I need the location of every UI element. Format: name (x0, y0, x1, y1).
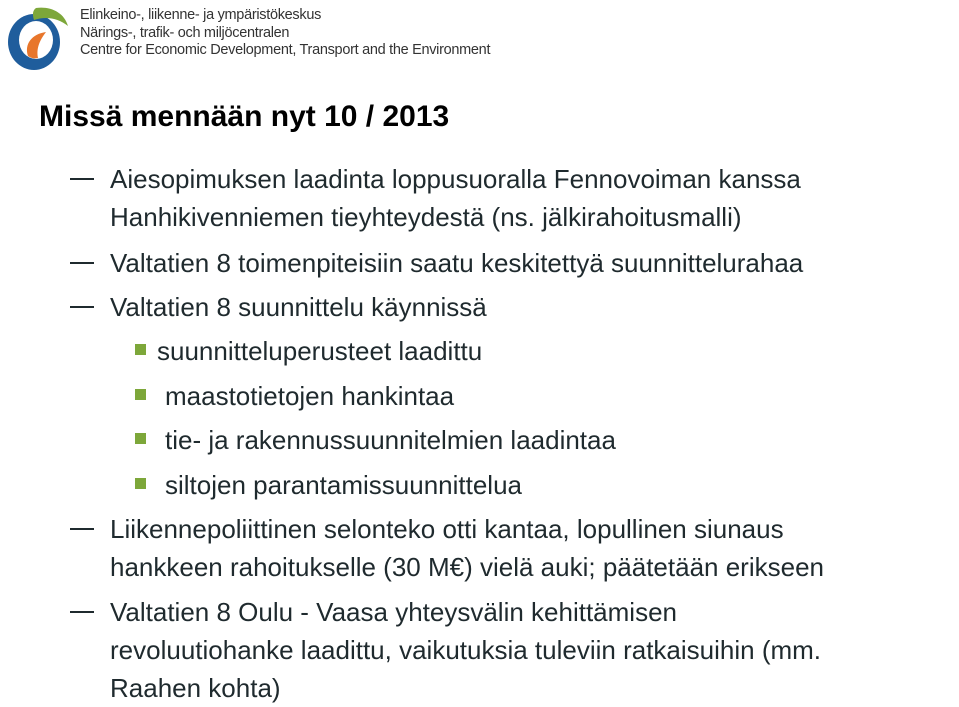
org-name-fi: Elinkeino-, liikenne- ja ympäristökeskus (80, 7, 322, 23)
bullet-item (70, 593, 955, 707)
sub-bullet-item (135, 466, 522, 504)
sub-bullet-text: suunnitteluperusteet laadittu (157, 336, 483, 366)
bullet-text-line: Valtatien 8 suunnittelu käynnissä (110, 292, 487, 322)
bullet-text-line: revoluutiohanke laadittu, vaikutuksia tuleviin ratkaisuihin (mm. (110, 635, 822, 665)
bullet-item (70, 510, 955, 586)
sub-bullet-text: tie- ja rakennussuunnitelmien laadintaa (165, 425, 616, 455)
org-name-en: Centre for Economic Development, Transport and the Environment (80, 42, 491, 58)
ely-logo-icon (6, 4, 70, 72)
square-bullet-icon (135, 344, 146, 355)
bullet-item (70, 160, 955, 236)
square-bullet-icon (135, 478, 146, 489)
header (0, 0, 959, 80)
square-bullet-icon (135, 433, 146, 444)
dash-bullet-icon (70, 611, 94, 613)
bullet-text-line: Liikennepoliittinen selonteko otti kantaa, lopullinen siunaus (110, 514, 784, 544)
dash-bullet-icon (70, 262, 94, 264)
org-name-sv: Närings-, trafik- och miljöcentralen (80, 24, 290, 41)
bullet-text-line: hankkeen rahoitukselle (30 M€) vielä auki; päätetään erikseen (110, 552, 824, 582)
bullet-text-line: Valtatien 8 toimenpiteisiin saatu keskitettyä suunnittelurahaa (110, 248, 804, 278)
bullet-item (70, 244, 955, 282)
bullet-text-line: Aiesopimuksen laadinta loppusuoralla Fennovoiman kanssa (110, 164, 801, 194)
sub-bullet-text: maastotietojen hankintaa (165, 381, 455, 411)
slide-title: Missä mennään nyt 10 / 2013 (39, 100, 450, 133)
bullet-text-line: Hanhikivenniemen tieyhteydestä (ns. jälkirahoitusmalli) (110, 202, 742, 232)
dash-bullet-icon (70, 306, 94, 308)
dash-bullet-icon (70, 178, 94, 180)
square-bullet-icon (135, 389, 146, 400)
bullet-item (70, 288, 955, 326)
sub-bullet-item (135, 421, 616, 459)
sub-bullet-text: siltojen parantamissuunnittelua (165, 470, 522, 500)
sub-bullet-item (135, 377, 454, 415)
organization-name (80, 7, 490, 60)
sub-bullet-item (135, 332, 482, 370)
dash-bullet-icon (70, 528, 94, 530)
bullet-text-line: Valtatien 8 Oulu - Vaasa yhteysvälin kehittämisen (110, 597, 677, 627)
bullet-text-line: Raahen kohta) (110, 673, 281, 703)
